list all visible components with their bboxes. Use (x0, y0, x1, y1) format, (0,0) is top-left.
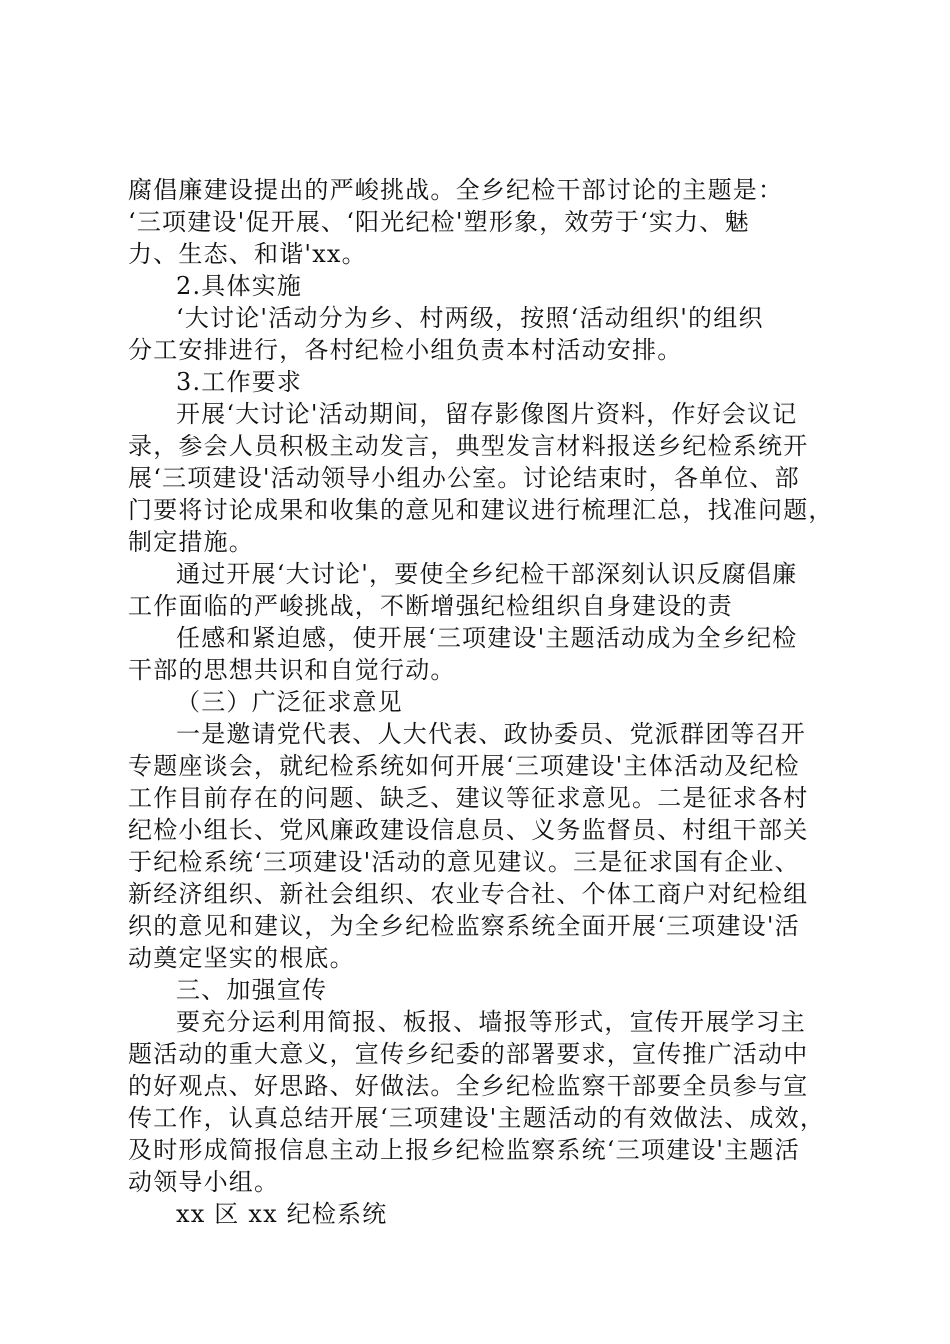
text-line: 门要将讨论成果和收集的意见和建议进行梳理汇总，找准问题， (128, 496, 834, 524)
text-line: 制定措施。 (128, 528, 254, 556)
text-line: 工作目前存在的问题、缺乏、建议等征求意见。二是征求各村 (128, 784, 809, 812)
text-line: 任感和紧迫感，使开展‘三项建设'主题活动成为全乡纪检 (176, 624, 798, 652)
text-line: 动奠定坚实的根底。 (128, 944, 355, 972)
section-heading: 3.工作要求 (176, 368, 303, 396)
text-line: 开展‘大讨论'活动期间，留存影像图片资料，作好会议记 (176, 400, 798, 428)
text-line: ‘三项建设'促开展、‘阳光纪检'塑形象，效劳于‘实力、魅 (128, 208, 750, 236)
text-line: 专题座谈会，就纪检系统如何开展‘三项建设'主体活动及纪检 (128, 752, 800, 780)
text-line: 腐倡廉建设提出的严峻挑战。全乡纪检干部讨论的主题是： (128, 176, 784, 204)
text-line: 录，参会人员积极主动发言，典型发言材料报送乡纪检系统开 (128, 432, 809, 460)
text-line: 展‘三项建设'活动领导小组办公室。讨论结束时，各单位、部 (128, 464, 800, 492)
text-line: ‘大讨论'活动分为乡、村两级，按照‘活动组织'的组织 (176, 304, 764, 332)
text-line: 动领导小组。 (128, 1168, 280, 1196)
text-line: 新经济组织、新社会组织、农业专合社、个体工商户对纪检组 (128, 880, 809, 908)
text-line: 要充分运利用简报、板报、墙报等形式，宣传开展学习主 (176, 1008, 806, 1036)
text-line: 及时形成简报信息主动上报乡纪检监察系统‘三项建设'主题活 (128, 1136, 800, 1164)
text-line: 题活动的重大意义，宣传乡纪委的部署要求，宣传推广活动中 (128, 1040, 809, 1068)
text-line: 一是邀请党代表、人大代表、政协委员、党派群团等召开 (176, 720, 806, 748)
signature-line: xx 区 xx 纪检系统 (176, 1200, 388, 1228)
text-line: 干部的思想共识和自觉行动。 (128, 656, 456, 684)
text-line: 传工作，认真总结开展‘三项建设'主题活动的有效做法、成效， (128, 1104, 826, 1132)
text-line: 力、生态、和谐'xx。 (128, 240, 367, 268)
text-line: 通过开展‘大讨论'，要使全乡纪检干部深刻认识反腐倡廉 (176, 560, 798, 588)
text-line: 纪检小组长、党风廉政建设信息员、义务监督员、村组干部关 (128, 816, 809, 844)
text-line: 的好观点、好思路、好做法。全乡纪检监察干部要全员参与宣 (128, 1072, 809, 1100)
text-line: 于纪检系统‘三项建设'活动的意见建议。三是征求国有企业、 (128, 848, 800, 876)
text-line: 织的意见和建议，为全乡纪检监察系统全面开展‘三项建设'活 (128, 912, 800, 940)
text-line: 工作面临的严峻挑战，不断增强纪检组织自身建设的责 (128, 592, 733, 620)
section-heading: 2.具体实施 (176, 272, 303, 300)
section-heading: （三）广泛征求意见 (176, 688, 403, 716)
section-heading: 三、加强宣传 (176, 976, 328, 1004)
text-line: 分工安排进行，各村纪检小组负责本村活动安排。 (128, 336, 683, 364)
